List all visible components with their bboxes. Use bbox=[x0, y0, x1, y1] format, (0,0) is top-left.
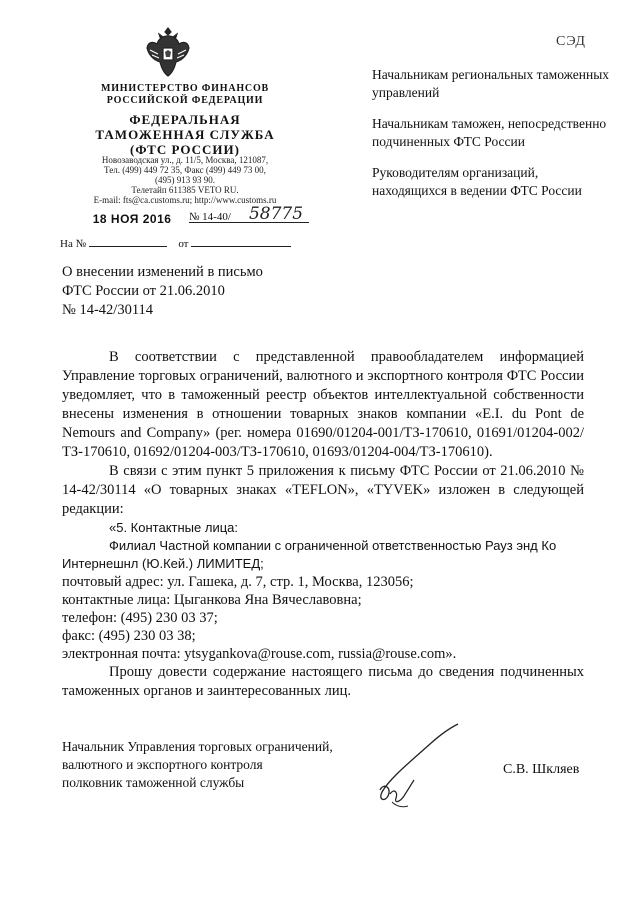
recipients-block bbox=[372, 66, 612, 213]
outgoing-number-handwritten: 58775 bbox=[248, 204, 304, 224]
registration-date: 18 НОЯ 2016 bbox=[92, 212, 172, 226]
reference-line bbox=[60, 236, 291, 250]
ministry-line: МИНИСТЕРСТВО ФИНАНСОВ bbox=[100, 83, 270, 94]
contacts-heading: «5. Контактные лица: bbox=[109, 520, 238, 535]
recipient: Начальникам таможен, непосредственно подчиненных ФТС России bbox=[372, 116, 607, 149]
reference-date-label: от bbox=[178, 238, 189, 250]
handwritten-signature-icon bbox=[370, 722, 465, 812]
reference-number-label: На № bbox=[60, 238, 87, 250]
signer-name: С.В. Шкляев bbox=[503, 762, 580, 777]
document-mark: СЭД bbox=[556, 34, 586, 49]
registration-line bbox=[60, 204, 309, 226]
signer-title-line: валютного и экспортного контроля bbox=[62, 757, 263, 772]
service-name bbox=[60, 112, 310, 157]
contact-line: Тел. (499) 449 72 35, Факс (499) 449 73 00, bbox=[104, 165, 266, 175]
body-paragraph: В связи с этим пункт 5 приложения к письму ФТС России от 21.06.2010 № 14-42/30114 «О товарных знаках «TEFLON», «TYVEK» изложен в следующей редакции: bbox=[62, 463, 584, 517]
contacts-email: электронная почта: ytsygankova@rouse.com, russia@rouse.com». bbox=[62, 646, 457, 662]
subject-line: № 14-42/30114 bbox=[62, 302, 154, 318]
contact-line: Новозаводская ул., д. 11/5, Москва, 121087, bbox=[101, 155, 269, 165]
service-contacts bbox=[60, 155, 310, 205]
body-paragraph: В соответствии с представленной правообладателем информацией Управление торговых ограничений, валютного и экспортного контроля ФТС России уведомляет, что в таможенный реестр объектов интеллектуальной собственности внесены изменения в отношении товарных знаков компании «E.I. du Pont de Nemours and Company» (рег. номера 01690/01204-001/ТЗ-170610, 01691/01204-002/ТЗ-170610, 01692/01204-003/ТЗ-170610, 01693/01204-004/ТЗ-170610). bbox=[62, 349, 584, 460]
letter-subject bbox=[62, 263, 302, 320]
ministry-name bbox=[60, 83, 310, 107]
signer-title-line: Начальник Управления торговых ограничений, bbox=[62, 739, 333, 754]
body-paragraph: Прошу довести содержание настоящего письма до сведения подчиненных таможенных органов и заинтересованных лиц. bbox=[62, 664, 584, 699]
signer-title-line: полковник таможенной службы bbox=[62, 775, 245, 790]
signer-title bbox=[62, 738, 362, 792]
contacts-address: почтовый адрес: ул. Гашека, д. 7, стр. 1, Москва, 123056; bbox=[62, 574, 414, 590]
contact-line: E-mail: fts@ca.customs.ru; http://www.customs.ru bbox=[93, 195, 277, 205]
contacts-fax: факс: (495) 230 03 38; bbox=[62, 628, 196, 644]
contacts-company: Филиал Частной компании с ограниченной ответственностью Рауз энд Ко Интернешнл (Ю.Кей.) ЛИМИТЕД; bbox=[62, 538, 557, 571]
coat-of-arms-icon bbox=[145, 24, 191, 80]
contact-line: (495) 913 93 90. bbox=[155, 175, 215, 185]
service-line: ФЕДЕРАЛЬНАЯ bbox=[129, 112, 241, 127]
subject-line: ФТС России от 21.06.2010 bbox=[62, 283, 225, 299]
contacts-phone: телефон: (495) 230 03 37; bbox=[62, 610, 218, 626]
service-line: (ФТС РОССИИ) bbox=[130, 142, 240, 157]
recipient: Начальникам региональных таможенных управлений bbox=[372, 67, 610, 100]
letter-body bbox=[62, 348, 584, 701]
contacts-person: контактные лица: Цыганкова Яна Вячеславовна; bbox=[62, 592, 362, 608]
contact-line: Телетайп 611385 VETO RU. bbox=[131, 185, 239, 195]
recipient: Руководителям организаций, находящихся в ведении ФТС России bbox=[372, 165, 582, 198]
contacts-section bbox=[62, 519, 584, 663]
service-line: ТАМОЖЕННАЯ СЛУЖБА bbox=[95, 127, 275, 142]
outgoing-number-prefix: № 14-40/ bbox=[188, 211, 231, 223]
subject-line: О внесении изменений в письмо bbox=[62, 264, 263, 280]
ministry-line: РОССИЙСКОЙ ФЕДЕРАЦИИ bbox=[106, 95, 264, 106]
